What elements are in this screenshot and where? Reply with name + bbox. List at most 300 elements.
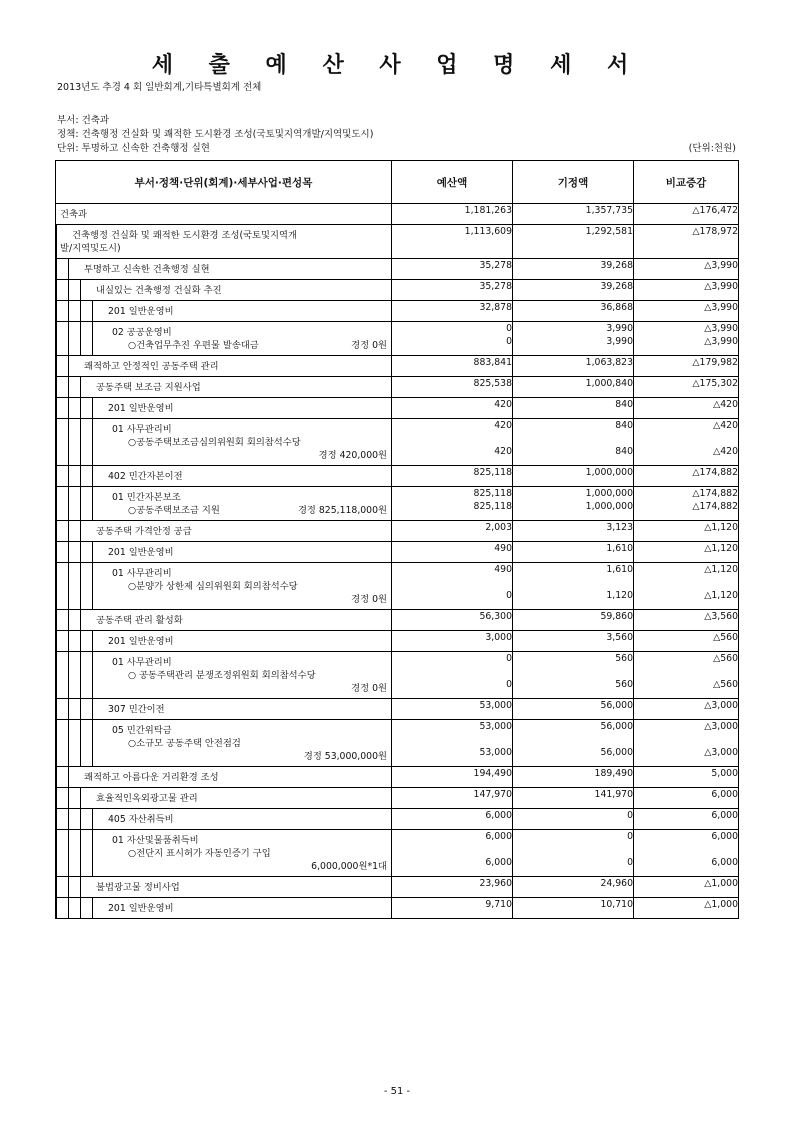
detail-text: ○전단지 표시허가 자동인증기 구입 (128, 848, 271, 859)
change-cell (634, 563, 739, 610)
tree-line (56, 808, 57, 830)
row-name-cell (56, 487, 392, 521)
previous-cell (513, 652, 634, 699)
budget-cell (392, 466, 513, 487)
row-title: 201 일반운영비 (108, 306, 174, 317)
row-name-cell (56, 225, 392, 259)
detail-text: ○ 공동주택관리 분쟁조정위원회 회의참석수당 (128, 670, 316, 681)
unit-label: 단위: 투명하고 신속한 건축행정 실현 (57, 143, 210, 154)
budget-cell (392, 631, 513, 652)
previous-cell (513, 830, 634, 877)
tree-line (80, 486, 81, 521)
change-cell (634, 487, 739, 521)
change-cell (634, 225, 739, 259)
change-cell-value: △176,472 (692, 205, 738, 216)
tree-line (56, 224, 57, 259)
row-title: 01 사무관리비 (112, 568, 172, 579)
budget-cell (392, 398, 513, 419)
previous-cell (513, 225, 634, 259)
row-label (56, 225, 391, 258)
row-name-cell (56, 788, 392, 809)
previous-cell-value: 1,000,840 (585, 378, 633, 389)
previous-cell-value: 560 (615, 653, 633, 664)
previous-cell-value: 1,610 (606, 564, 633, 575)
previous-cell-value: 1,063,823 (585, 357, 633, 368)
previous-cell-value: 39,268 (600, 260, 633, 271)
tree-line (68, 465, 69, 487)
change-cell (634, 699, 739, 720)
detail-calc: 경정 53,000,000원 (303, 751, 387, 762)
tree-line (56, 829, 57, 877)
row-title: 402 민간자본이전 (108, 471, 183, 482)
previous-cell (513, 487, 634, 521)
tree-line (80, 376, 81, 398)
row-title: 201 일반운영비 (108, 403, 174, 414)
row-title-cont: 발/지역및도시) (60, 243, 121, 254)
row-title: 건축과 (60, 209, 87, 220)
tree-line (56, 520, 57, 542)
row-label (56, 788, 391, 808)
tree-line (92, 719, 93, 767)
change-cell (634, 720, 739, 767)
tree-line (92, 651, 93, 699)
tree-line (56, 258, 57, 280)
budget-cell-value: 883,841 (473, 357, 512, 368)
table-row (56, 542, 739, 563)
tree-line (80, 651, 81, 699)
row-title: 내실있는 건축행정 건실화 추진 (96, 285, 222, 296)
spacer (634, 733, 738, 746)
change-cell (634, 301, 739, 322)
budget-cell-value: 32,878 (479, 302, 512, 313)
detail-text: ○분양가 상한제 심의위원회 회의참석수당 (128, 581, 298, 592)
change-cell-detail-value: 6,000 (711, 857, 738, 868)
budget-cell (392, 204, 513, 225)
change-cell (634, 204, 739, 225)
previous-cell (513, 259, 634, 280)
row-title: 201 일반운영비 (108, 903, 174, 914)
previous-cell (513, 699, 634, 720)
change-cell-value: △174,882 (692, 467, 738, 478)
previous-cell (513, 377, 634, 398)
row-name-cell (56, 521, 392, 542)
detail-calc: 경정 0원 (351, 340, 387, 351)
previous-cell (513, 204, 634, 225)
budget-cell-value: 6,000 (485, 810, 512, 821)
budget-cell-value: 147,970 (473, 789, 512, 800)
change-cell-detail-value: △420 (713, 446, 738, 457)
table-row (56, 204, 739, 225)
row-name-cell (56, 767, 392, 788)
budget-cell (392, 563, 513, 610)
previous-cell-value: 840 (615, 420, 633, 431)
previous-cell (513, 898, 634, 919)
detail-calc: 경정 0원 (351, 683, 387, 694)
spacer (513, 432, 633, 445)
change-cell (634, 767, 739, 788)
change-cell-value: △175,302 (692, 378, 738, 389)
table-row (56, 487, 739, 521)
row-title: 쾌적하고 안정적인 공동주택 관리 (84, 361, 219, 372)
change-cell-value: △179,982 (692, 357, 738, 368)
change-cell-value: 6,000 (711, 810, 738, 821)
change-cell-value: △174,882 (692, 488, 738, 499)
row-name-cell (56, 699, 392, 720)
previous-cell-detail-value: 1,000,000 (585, 501, 633, 512)
row-name-cell (56, 809, 392, 830)
table-row (56, 521, 739, 542)
budget-cell (392, 788, 513, 809)
row-name-cell (56, 398, 392, 419)
row-name-cell (56, 877, 392, 898)
budget-cell-value: 2,003 (485, 522, 512, 533)
budget-cell (392, 699, 513, 720)
budget-cell (392, 767, 513, 788)
row-name-cell (56, 259, 392, 280)
row-name-cell (56, 204, 392, 225)
detail-calc: 6,000,000원*1대 (311, 861, 387, 872)
change-cell (634, 398, 739, 419)
row-label (56, 631, 391, 651)
budget-cell-value: 3,000 (485, 632, 512, 643)
row-name-cell (56, 631, 392, 652)
tree-line (92, 541, 93, 563)
tree-line (68, 355, 69, 377)
budget-cell-value: 420 (494, 420, 512, 431)
table-row (56, 652, 739, 699)
row-name-cell (56, 466, 392, 487)
tree-line (68, 321, 69, 356)
budget-cell-value: 35,278 (479, 281, 512, 292)
tree-line (56, 465, 57, 487)
budget-cell (392, 542, 513, 563)
change-cell-value: △560 (713, 632, 738, 643)
budget-cell (392, 830, 513, 877)
tree-line (80, 829, 81, 877)
tree-line (56, 897, 57, 919)
budget-cell-detail-value: 825,118 (473, 501, 512, 512)
change-cell-detail-value: △560 (713, 679, 738, 690)
table-row (56, 280, 739, 301)
tree-line (56, 651, 57, 699)
previous-cell-detail-value: 1,120 (606, 590, 633, 601)
row-label (56, 356, 391, 376)
tree-line (68, 541, 69, 563)
spacer (392, 733, 512, 746)
previous-cell-detail-value: 0 (627, 857, 633, 868)
change-cell-value: △1,120 (704, 522, 738, 533)
tree-line (80, 787, 81, 809)
budget-cell (392, 280, 513, 301)
spacer (634, 576, 738, 589)
detail-text: ○건축업무추진 우편물 발송대금 (128, 340, 259, 351)
spacer (634, 432, 738, 445)
change-cell-value: △3,000 (704, 700, 738, 711)
tree-line (80, 630, 81, 652)
tree-line (56, 376, 57, 398)
change-cell (634, 788, 739, 809)
tree-line (68, 787, 69, 809)
tree-line (80, 698, 81, 720)
table-body (56, 204, 739, 919)
change-cell (634, 259, 739, 280)
budget-cell (392, 898, 513, 919)
row-title: 불법광고물 정비사업 (96, 882, 180, 893)
table-row (56, 610, 739, 631)
budget-cell (392, 377, 513, 398)
tree-line (68, 418, 69, 466)
previous-cell (513, 322, 634, 356)
previous-cell (513, 356, 634, 377)
change-cell (634, 898, 739, 919)
tree-line (56, 279, 57, 301)
spacer (392, 665, 512, 678)
change-cell-detail-value: △3,000 (704, 747, 738, 758)
tree-line (80, 321, 81, 356)
change-cell-value: △3,560 (704, 611, 738, 622)
change-cell (634, 521, 739, 542)
change-cell-value: △1,120 (704, 543, 738, 554)
row-label (56, 720, 391, 766)
header-name: 부서·정책·단위(회계)·세부사업·편성목 (56, 161, 392, 204)
row-title: 공동주택 가격안정 공급 (96, 526, 192, 537)
tree-line (68, 376, 69, 398)
budget-cell (392, 521, 513, 542)
tree-line (92, 300, 93, 322)
change-cell (634, 419, 739, 466)
previous-cell (513, 280, 634, 301)
change-cell (634, 322, 739, 356)
previous-cell-value: 1,000,000 (585, 467, 633, 478)
detail-line (112, 339, 387, 352)
row-label (56, 610, 391, 630)
tree-line (92, 321, 93, 356)
tree-line (56, 562, 57, 610)
budget-cell-value: 56,300 (479, 611, 512, 622)
spacer (513, 576, 633, 589)
previous-cell-value: 56,000 (600, 700, 633, 711)
row-label (56, 877, 391, 897)
tree-line (68, 279, 69, 301)
budget-cell-detail-value: 0 (506, 590, 512, 601)
change-cell-value: 5,000 (711, 768, 738, 779)
budget-cell (392, 225, 513, 259)
table-row (56, 699, 739, 720)
row-name-cell (56, 898, 392, 919)
row-label (56, 419, 391, 465)
change-cell (634, 542, 739, 563)
change-cell (634, 830, 739, 877)
budget-cell (392, 720, 513, 767)
change-cell-value: △3,990 (704, 323, 738, 334)
change-cell-detail-value: △174,882 (692, 501, 738, 512)
spacer (634, 843, 738, 856)
budget-cell-value: 1,113,609 (464, 226, 512, 237)
previous-cell (513, 767, 634, 788)
table-row (56, 788, 739, 809)
row-title: 쾌적하고 아름다운 거리환경 조성 (84, 772, 219, 783)
tree-line (68, 698, 69, 720)
previous-cell-value: 59,860 (600, 611, 633, 622)
previous-cell (513, 877, 634, 898)
previous-cell (513, 521, 634, 542)
row-title: 01 민간자본보조 (112, 492, 181, 503)
tree-line (56, 321, 57, 356)
budget-cell-value: 490 (494, 543, 512, 554)
tree-line (92, 829, 93, 877)
table-row (56, 877, 739, 898)
spacer (634, 238, 738, 251)
tree-line (68, 808, 69, 830)
previous-cell (513, 301, 634, 322)
previous-cell-value: 36,868 (600, 302, 633, 313)
budget-cell-detail-value: 6,000 (485, 857, 512, 868)
previous-cell-value: 141,970 (594, 789, 633, 800)
table-row (56, 631, 739, 652)
tree-line (68, 876, 69, 898)
budget-cell-value: 0 (506, 653, 512, 664)
budget-cell (392, 419, 513, 466)
tree-line (68, 766, 69, 788)
row-name-cell (56, 563, 392, 610)
row-label (56, 809, 391, 829)
tree-line (80, 418, 81, 466)
previous-cell (513, 466, 634, 487)
department-label: 부서: 건축과 (57, 115, 110, 126)
row-title: 01 사무관리비 (112, 657, 172, 668)
row-label (56, 280, 391, 300)
currency-unit: (단위:천원) (688, 143, 736, 154)
row-name-cell (56, 301, 392, 322)
tree-line (68, 719, 69, 767)
tree-line (80, 609, 81, 631)
change-cell-value: △3,990 (704, 260, 738, 271)
tree-line (80, 808, 81, 830)
spacer (392, 432, 512, 445)
tree-line (56, 541, 57, 563)
budget-cell-value: 6,000 (485, 831, 512, 842)
row-name-cell (56, 652, 392, 699)
row-name-cell (56, 419, 392, 466)
detail-text: ○공동주택보조금 지원 (128, 505, 220, 516)
budget-cell-detail-value: 53,000 (479, 747, 512, 758)
budget-cell-value: 825,118 (473, 488, 512, 499)
row-name-cell (56, 377, 392, 398)
row-label (56, 398, 391, 418)
tree-line (80, 897, 81, 919)
previous-cell (513, 542, 634, 563)
tree-line (80, 520, 81, 542)
tree-line (56, 418, 57, 466)
budget-cell-detail-value: 0 (506, 336, 512, 347)
table-row (56, 898, 739, 919)
tree-line (56, 486, 57, 521)
tree-line (80, 279, 81, 301)
budget-cell-value: 23,960 (479, 878, 512, 889)
table-header-row (56, 161, 739, 204)
budget-cell (392, 652, 513, 699)
budget-cell (392, 877, 513, 898)
tree-line (80, 397, 81, 419)
table-row (56, 356, 739, 377)
page-title: 세 출 예 산 사 업 명 세 서 (151, 53, 643, 78)
row-title: 201 일반운영비 (108, 547, 174, 558)
previous-cell (513, 563, 634, 610)
spacer (392, 843, 512, 856)
tree-line (92, 562, 93, 610)
previous-cell (513, 419, 634, 466)
previous-cell-value: 56,000 (600, 721, 633, 732)
budget-cell-value: 35,278 (479, 260, 512, 271)
row-name-cell (56, 542, 392, 563)
row-label (56, 542, 391, 562)
change-cell-value: △1,000 (704, 899, 738, 910)
budget-cell-value: 194,490 (473, 768, 512, 779)
policy-label: 정책: 건축행정 건실화 및 쾌적한 도시환경 조성(국토및지역개발/지역및도시) (57, 129, 374, 140)
table-row (56, 398, 739, 419)
change-cell-value: 6,000 (711, 831, 738, 842)
budget-cell-detail-value: 420 (494, 446, 512, 457)
budget-cell (392, 610, 513, 631)
change-cell (634, 610, 739, 631)
tree-line (80, 541, 81, 563)
row-title: 307 민간이전 (108, 704, 165, 715)
detail-text: ○공동주택보조금심의위원회 회의참석수당 (128, 437, 301, 448)
budget-cell (392, 301, 513, 322)
previous-cell-value: 3,560 (606, 632, 633, 643)
row-title: 05 민간위탁금 (112, 725, 172, 736)
previous-cell-value: 1,000,000 (585, 488, 633, 499)
previous-cell (513, 610, 634, 631)
tree-line (68, 562, 69, 610)
row-title: 투명하고 신속한 건축행정 실현 (84, 264, 210, 275)
previous-cell-value: 1,292,581 (585, 226, 633, 237)
previous-cell-value: 840 (615, 399, 633, 410)
change-cell (634, 377, 739, 398)
change-cell-value: △1,120 (704, 564, 738, 575)
tree-line (68, 829, 69, 877)
tree-line (68, 300, 69, 322)
table-row (56, 466, 739, 487)
tree-line (56, 300, 57, 322)
tree-line (68, 397, 69, 419)
row-title: 02 공공운영비 (112, 327, 172, 338)
tree-line (68, 897, 69, 919)
budget-cell-value: 1,181,263 (464, 205, 512, 216)
previous-cell-value: 1,357,735 (585, 205, 633, 216)
change-cell (634, 631, 739, 652)
row-title: 01 사무관리비 (112, 424, 172, 435)
previous-cell (513, 398, 634, 419)
row-name-cell (56, 610, 392, 631)
previous-cell-detail-value: 3,990 (606, 336, 633, 347)
budget-cell (392, 809, 513, 830)
row-title: 효율적인옥외광고물 관리 (96, 793, 198, 804)
fiscal-year-subtitle: 2013년도 추경 4 회 일반회계,기타특별회계 전체 (57, 82, 262, 93)
row-label (56, 898, 391, 918)
change-cell-detail-value: △3,990 (704, 336, 738, 347)
tree-line (56, 719, 57, 767)
tree-line (68, 651, 69, 699)
row-title: 201 일반운영비 (108, 636, 174, 647)
row-label (56, 322, 391, 355)
detail-text: ○소규모 공동주택 안전점검 (128, 738, 241, 749)
change-cell-value: △420 (713, 399, 738, 410)
spacer (513, 733, 633, 746)
previous-cell-value: 10,710 (600, 899, 633, 910)
change-cell-value: △178,972 (692, 226, 738, 237)
table-row (56, 720, 739, 767)
